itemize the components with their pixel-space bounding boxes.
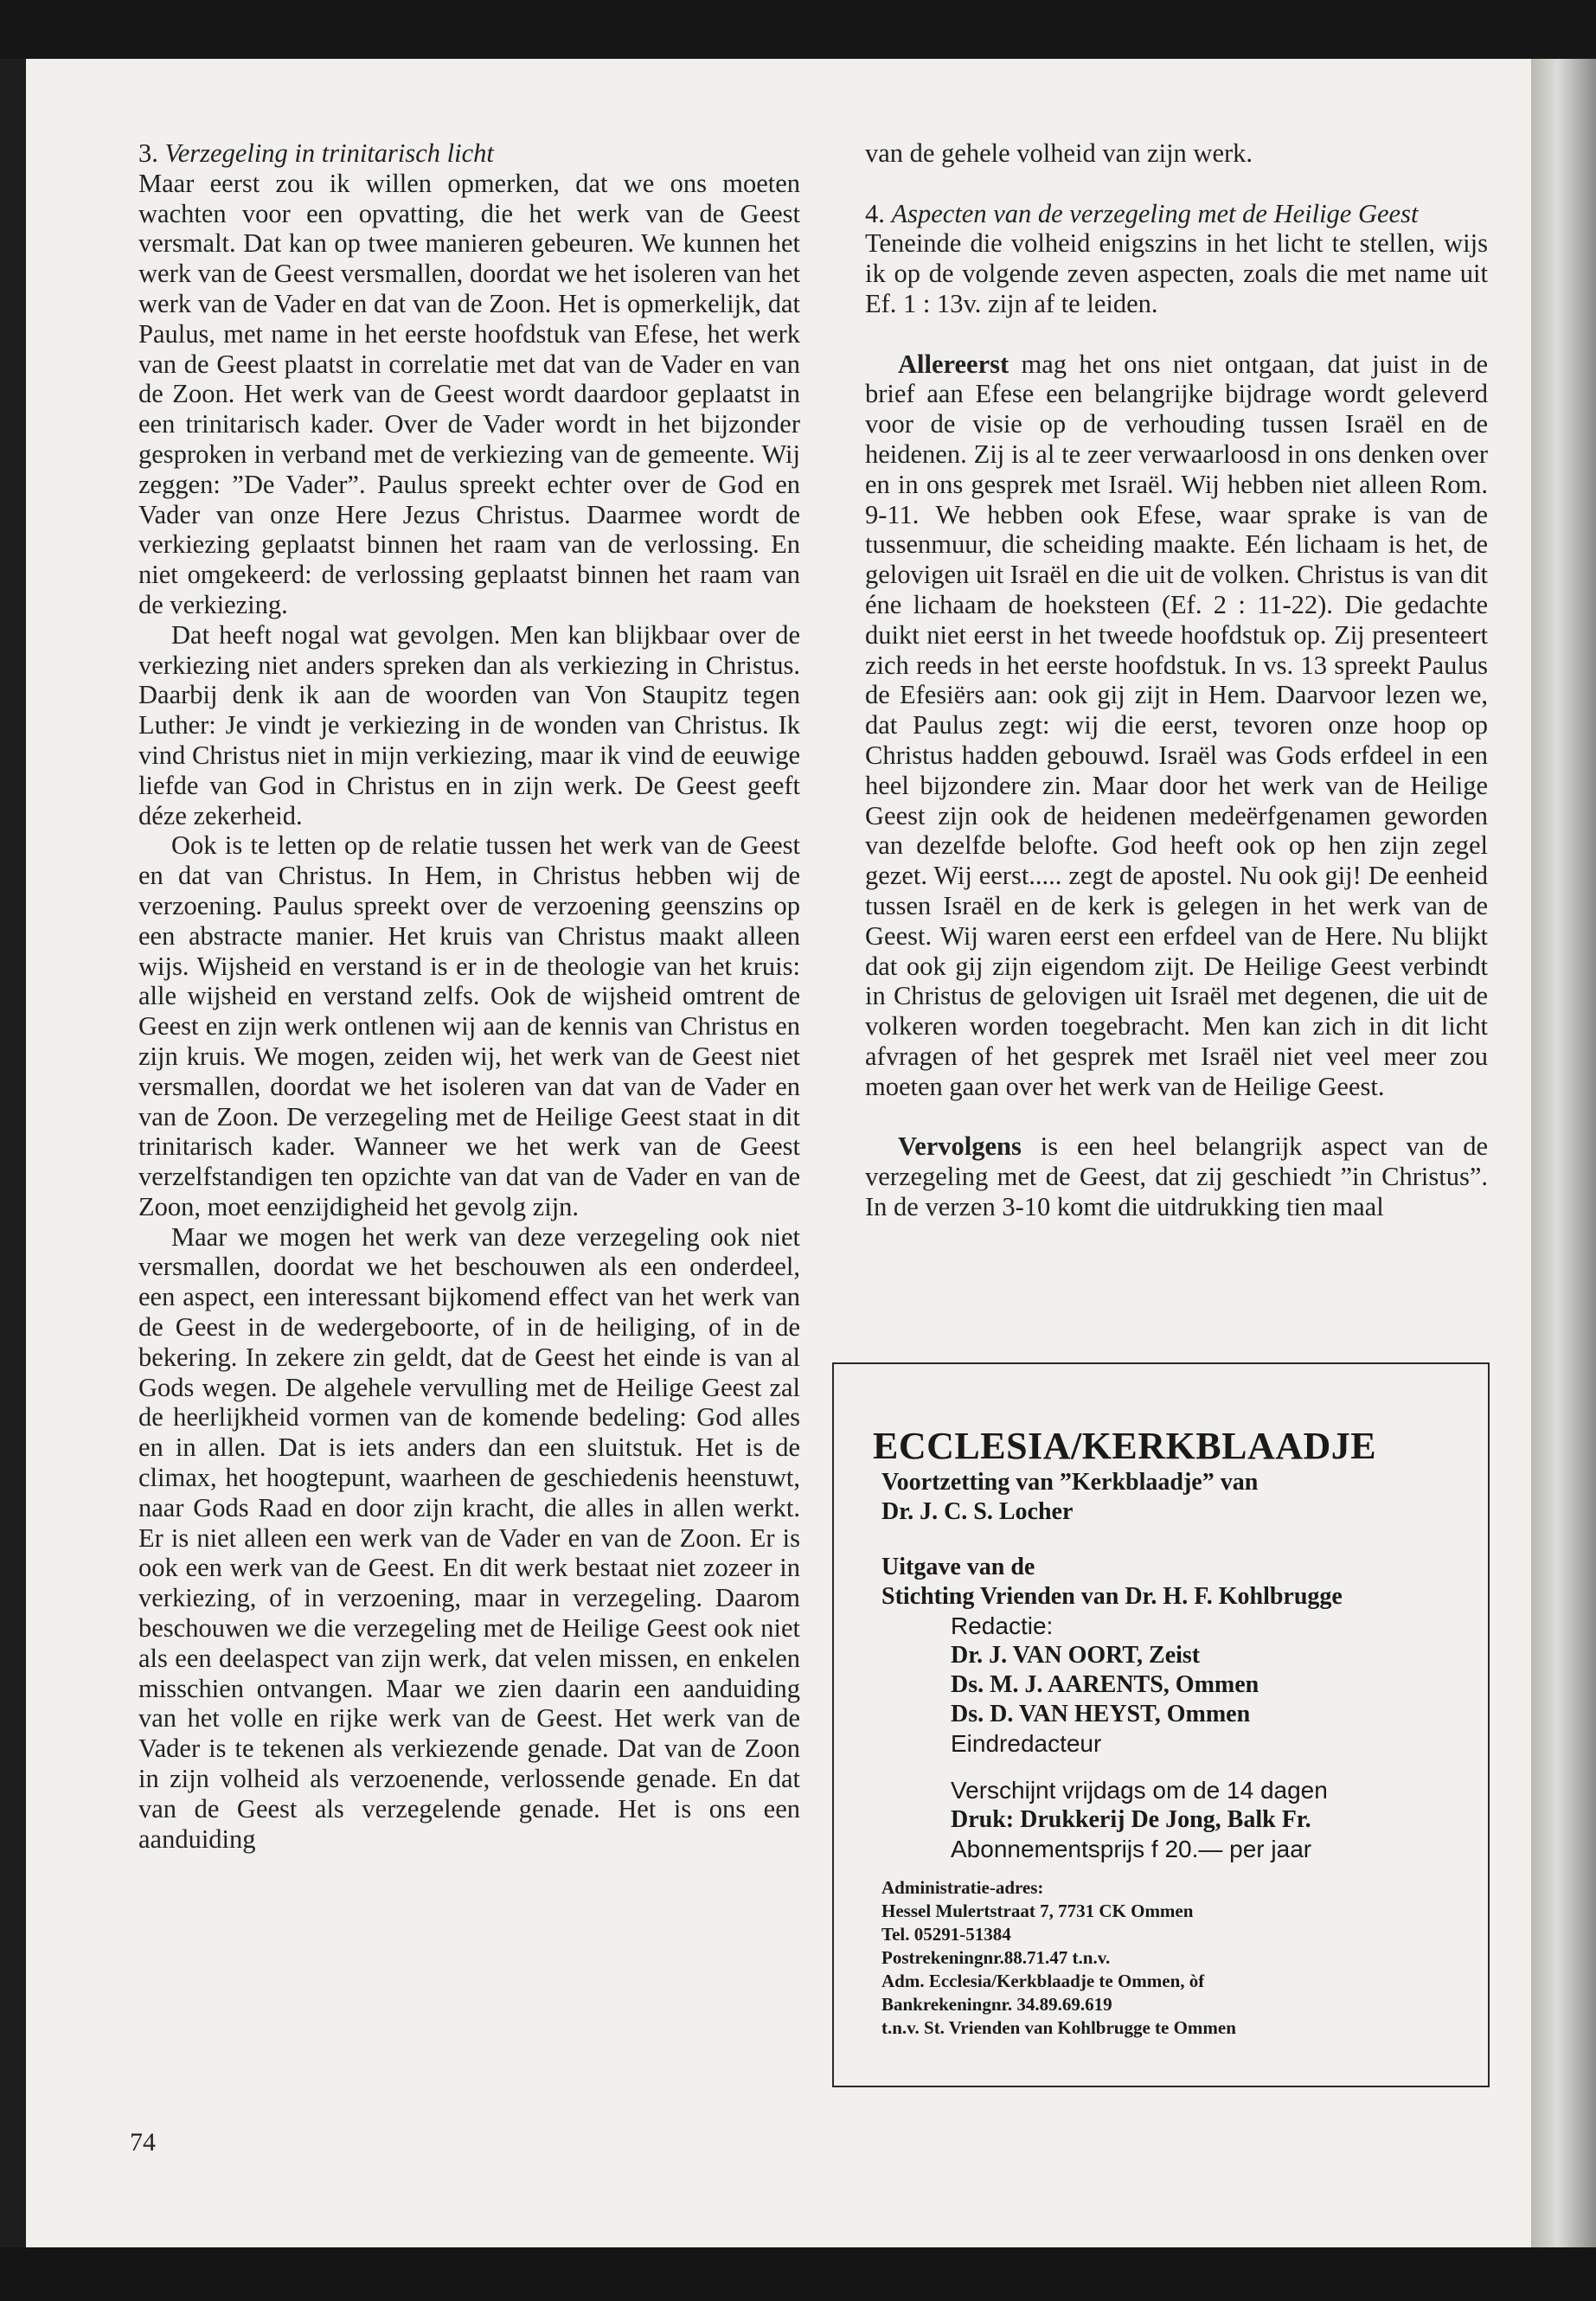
paragraph: Maar we mogen het werk van deze verzegeling ook niet versmallen, doordat we het beschouwen als een onderdeel, een aspect, een interessant bijkomend effect van het werk van de Geest in de wedergeboorte, of in de heiliging, of in de bekering. In zekere zin geldt, dat de Geest het einde is van al Gods wegen. De algehele vervulling met de Heilige Geest zal de heerlijkheid vormen van de komende bedeling: God alles en in allen. Dat is iets anders dan een sluitstuk. Het is de climax, het hoogtepunt, waarheen de geschiedenis heenstuwt, naar Gods Raad en door zijn kracht, die alles in allen werkt. Er is niet alleen een werk van de Vader en van de Zoon. Er is ook een werk van de Geest. En dit werk bestaat niet zozeer in verkiezing, of in verzoening, maar in verzegeling. Daarom beschouwen we die verzegeling met de Heilige Geest ook niet als een deelaspect van zijn werk, dat velen missen, en enkelen misschien ontvangen. Maar we zien daarin een aanduiding van het volle en rijke werk van de Geest. Het werk van de Vader is te tekenen als verkiezende genade. Dat van de Zoon in zijn volheid als verzoenende, verlossende genade. En dat van de Geest als verzegelende genade. Het is ons een aanduiding [138, 1221, 800, 1854]
postbank-holder: Adm. Ecclesia/Kerkblaadje te Ommen, òf [881, 1971, 1205, 1991]
paragraph: Allereerst mag het ons niet ontgaan, dat juist in de brief aan Efese een belangrijke bijdrage wordt geleverd voor de visie op de verhouding tussen Israël en de heidenen. Zij is al te zeer verwaarloosd in ons denken over en in ons gesprek met Israël. Wij hebben niet alleen Rom. 9-11. We hebben ook Efese, waar sprake is van de tussenmuur, die scheiding maakte. Eén lichaam is het, de gelovigen uit Israël en die uit de volken. Christus is van dit éne lichaam de hoeksteen (Ef. 2 : 11-22). Die gedachte duikt niet eerst in het tweede hoofdstuk op. Zij presenteert zich reeds in het eerste hoofdstuk. In vs. 13 spreekt Paulus de Efesiërs aan: ook gij zijt in Hem. Daarvoor lezen we, dat Paulus zegt: wij die eerst, tevoren onze hoop op Christus hadden gebouwd. Israël was Gods erfdeel in een heel bijzondere zin. Maar door het werk van de Heilige Geest zijn ook de heidenen medeërfgenamen geworden van dezelfde belofte. God heeft ook op hen zijn zegel gezet. Wij eerst..... zegt de apostel. Nu ook gij! De eenheid tussen Israël en de kerk is gelegen in het werk van de Geest. Wij waren eerst een erfdeel van de Here. Nu blijkt dat ook gij zijn eigendom zijt. De Heilige Geest verbindt in Christus de gelovigen uit Israël met degenen, die uit de volkeren worden toegebracht. Men kan zich in dit licht afvragen of het gesprek met Israël niet veel meer zou moeten gaan over het werk van de Heilige Geest. [865, 349, 1489, 1101]
section-heading-4: 4. Aspecten van de verzegeling met de Heilige Geest [865, 198, 1419, 228]
paragraph-keyword: Vervolgens [898, 1131, 1022, 1162]
paragraph-continuation: van de gehele volheid van zijn werk. [865, 138, 1253, 168]
paragraph: Dat heeft nogal wat gevolgen. Men kan blijkbaar over de verkiezing niet anders spreken dan als verkiezing in Christus. Daarbij denk ik aan de woorden van Von Staupitz tegen Luther: Je vindt je verkiezing in de wonden van Christus. Ik vind Christus niet in mijn verkiezing, maar ik vind de eeuwige liefde van God in Christus en in zijn werk. De Geest geeft déze zekerheid. [138, 619, 800, 830]
bank-holder: t.n.v. St. Vrienden van Kohlbrugge te Ommen [881, 2017, 1236, 2038]
paragraph: Ook is te letten op de relatie tussen het werk van de Geest en dat van Christus. In Hem, in Christus hebben wij de verzoening. Paulus spreekt over de verzoening geenszins op een abstracte manier. Het kruis van Christus maakt alleen wijs. Wijsheid en verstand is er in de theologie van het kruis: alle wijsheid en verstand zelfs. Ook de wijsheid omtrent de Geest en zijn werk ontlenen wij aan de kennis van Christus en zijn kruis. We mogen, zeiden wij, het werk van de Geest niet versmallen, doordat we het isoleren van dat van de Vader en van de Zoon. De verzegeling met de Heilige Geest staat in dit trinitarisch kader. Wanneer we het werk van de Geest verzelfstandigen ten opzichte van dat van de Vader en van de Zoon, moet eenzijdigheid het gevolg zijn. [138, 830, 800, 1221]
admin-label: Administratie-adres: [881, 1877, 1044, 1898]
admin-address: Hessel Mulertstraat 7, 7731 CK Ommen [881, 1900, 1194, 1921]
section-heading-3: 3. Verzegeling in trinitarisch licht [138, 138, 494, 168]
masthead-subtitle: Voortzetting van ”Kerkblaadje” van [881, 1469, 1259, 1496]
subscription: Abonnementsprijs f 20.— per jaar [951, 1836, 1312, 1862]
printer: Druk: Drukkerij De Jong, Balk Fr. [951, 1806, 1311, 1833]
postbank: Postrekeningnr.88.71.47 t.n.v. [881, 1947, 1111, 1968]
editor: Ds. D. VAN HEYST, Ommen [951, 1701, 1251, 1727]
editors-label: Redactie: [951, 1612, 1054, 1639]
editor-role: Eindredacteur [951, 1730, 1102, 1757]
publisher: Stichting Vrienden van Dr. H. F. Kohlbrugge [881, 1583, 1343, 1610]
publisher: Uitgave van de [881, 1554, 1035, 1580]
bank: Bankrekeningnr. 34.89.69.619 [881, 1994, 1112, 2015]
editor: Ds. M. J. AARENTS, Ommen [951, 1671, 1259, 1698]
scan-border-top [0, 0, 1596, 59]
admin-phone: Tel. 05291-51384 [881, 1924, 1011, 1945]
paragraph-keyword: Allereerst [898, 349, 1010, 379]
page-edge-shadow [1531, 59, 1596, 2247]
paragraph: Vervolgens is een heel belangrijk aspect van de verzegeling met de Geest, dat zij geschiedt ”in Christus”. In de verzen 3-10 komt die uitdrukking tien maal [865, 1131, 1489, 1221]
right-column [865, 138, 1488, 1222]
editor: Dr. J. VAN OORT, Zeist [951, 1642, 1201, 1669]
colophon-box [832, 1362, 1490, 2087]
scan-border-bottom [0, 2247, 1596, 2301]
paragraph: Maar eerst zou ik willen opmerken, dat we ons moeten wachten voor een opvatting, die het werk van de Geest versmalt. Dat kan op twee manieren gebeuren. We kunnen het werk van de Geest versmallen, doordat we het isoleren van het werk van de Vader en dat van de Zoon. Het is opmerkelijk, dat Paulus, met name in het eerste hoofdstuk van Efese, het werk van de Geest plaatst in correlatie met dat van de Vader en van de Zoon. Het werk van de Geest wordt daardoor geplaatst in een trinitarisch kader. Over de Vader wordt in het bijzonder gesproken in verband met de verkiezing van de gemeente. Wij zeggen: ”De Vader”. Paulus spreekt echter over de God en Vader van onze Here Jezus Christus. Daarmee wordt de verkiezing geplaatst binnen het raam van de verlossing. En niet omgekeerd: de verlossing geplaatst binnen het raam van de verkiezing. [138, 168, 800, 619]
left-column [138, 138, 800, 1854]
page-number: 74 [130, 2128, 156, 2157]
frequency: Verschijnt vrijdags om de 14 dagen [951, 1777, 1328, 1804]
paragraph: Teneinde die volheid enigszins in het licht te stellen, wijs ik op de volgende zeven aspecten, zoals die met name uit Ef. 1 : 13v. zijn af te leiden. [865, 228, 1488, 318]
masthead-title: ECCLESIA/KERKBLAADJE [873, 1425, 1377, 1467]
masthead-subtitle: Dr. J. C. S. Locher [881, 1498, 1074, 1525]
